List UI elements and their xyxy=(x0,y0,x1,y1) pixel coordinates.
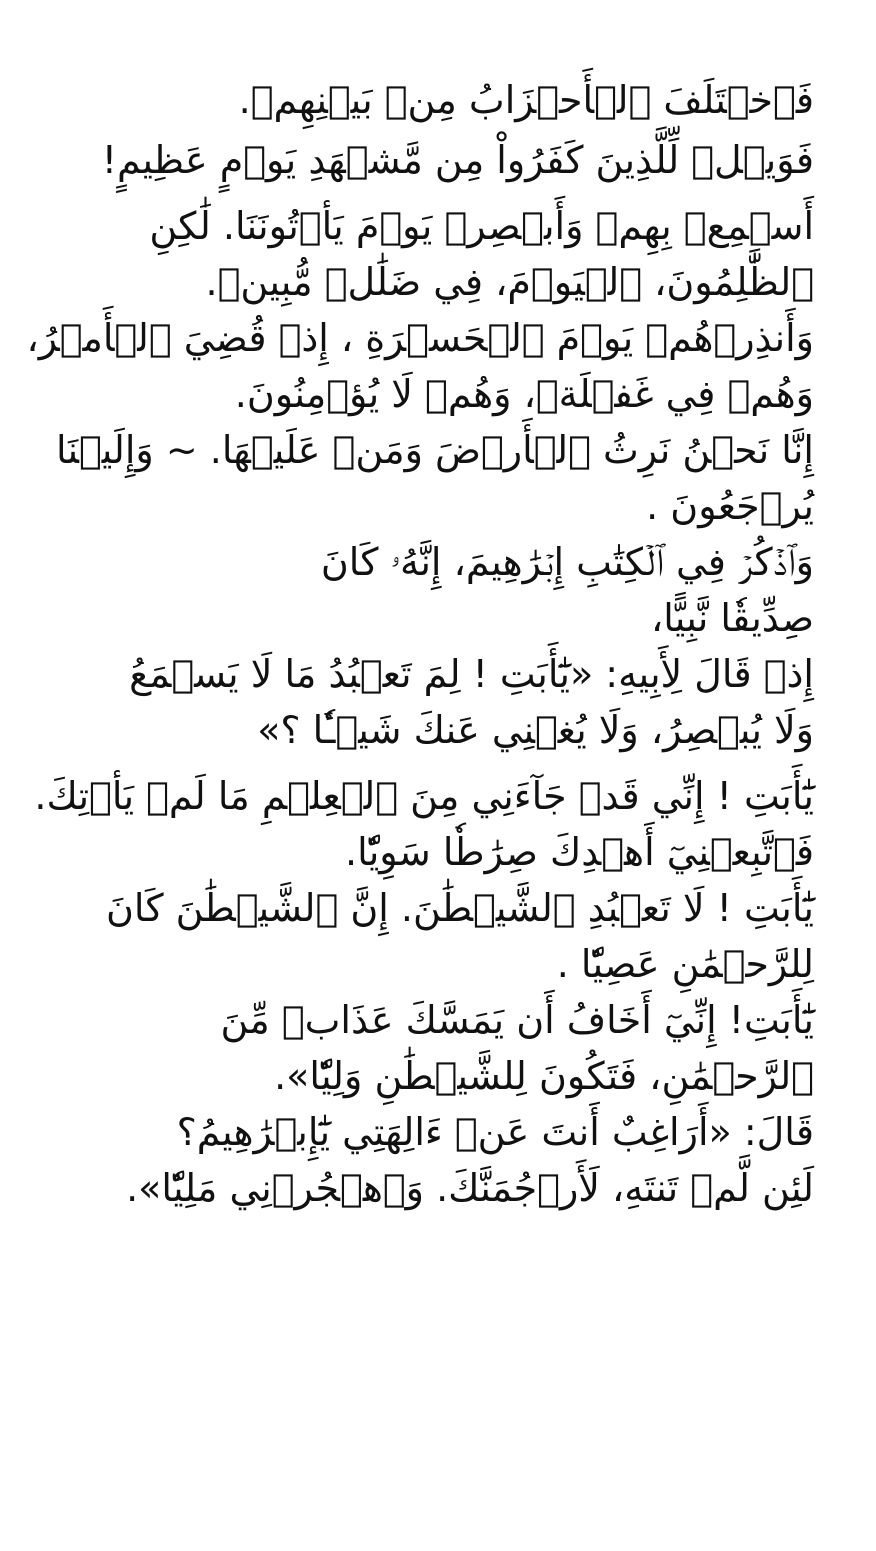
text-line-19: قَالَ: «أَرَاغِبٌ أَنتَ عَنۡ ءَالِهَتِي يَٰٓإِبۡرَٰهِيمُ؟ xyxy=(176,1110,814,1154)
text-line-7: إِنَّا نَحۡنُ نَرِثُ ٱلۡأَرۡضَ وَمَنۡ عَلَيۡهَا. ~ وَإِلَيۡنَا xyxy=(55,428,814,472)
text-line-3: أَسۡمِعۡ بِهِمۡ وَأَبۡصِرۡ يَوۡمَ يَأۡتُونَنَا. لَٰكِنِ xyxy=(149,204,814,248)
text-line-8: يُرۡجَعُونَ . xyxy=(646,484,814,528)
text-line-1: فَٱخۡتَلَفَ ٱلۡأَحۡزَابُ مِنۢ بَيۡنِهِمۡ. xyxy=(238,78,814,122)
text-line-20: لَئِن لَّمۡ تَنتَهِ، لَأَرۡجُمَنَّكَ. وَٱهۡجُرۡنِي مَلِيّٗا». xyxy=(126,1166,814,1210)
text-line-12: وَلَا يُبۡصِرُ، وَلَا يُغۡنِي عَنكَ شَيۡـٔٗا ؟» xyxy=(257,708,814,752)
arabic-text-block xyxy=(26,72,814,1216)
text-line-11: إِذۡ قَالَ لِأَبِيهِ: «يَٰٓأَبَتِ ! لِمَ تَعۡبُدُ مَا لَا يَسۡمَعُ xyxy=(129,652,814,696)
text-line-4: ٱلظَّٰلِمُونَ، ٱلۡيَوۡمَ، فِي ضَلَٰلٖ مُّبِينٖ. xyxy=(205,260,814,304)
text-line-16: لِلرَّحۡمَٰنِ عَصِيّٗا . xyxy=(556,942,814,986)
text-line-17: يَٰٓأَبَتِ! إِنِّيٓ أَخَافُ أَن يَمَسَّكَ عَذَابٞ مِّنَ xyxy=(220,998,814,1042)
text-line-14: فَٱتَّبِعۡنِيٓ أَهۡدِكَ صِرَٰطٗا سَوِيّٗا. xyxy=(345,830,814,874)
text-line-5: وَأَنذِرۡهُمۡ يَوۡمَ ٱلۡحَسۡرَةِ ، إِذۡ قُضِيَ ٱلۡأَمۡرُ، xyxy=(26,316,814,360)
text-line-13: يَٰٓأَبَتِ ! إِنِّي قَدۡ جَآءَنِي مِنَ ٱلۡعِلۡمِ مَا لَمۡ يَأۡتِكَ. xyxy=(34,774,814,818)
text-line-10: صِدِّيقٗا نَّبِيًّا، xyxy=(650,596,814,640)
text-line-15: يَٰٓأَبَتِ ! لَا تَعۡبُدِ ٱلشَّيۡطَٰنَ. إِنَّ ٱلشَّيۡطَٰنَ كَانَ xyxy=(105,886,814,930)
text-line-18: ٱلرَّحۡمَٰنِ، فَتَكُونَ لِلشَّيۡطَٰنِ وَلِيّٗا». xyxy=(274,1054,814,1098)
text-line-6: وَهُمۡ فِي غَفۡلَةٖ، وَهُمۡ لَا يُؤۡمِنُونَ. xyxy=(234,372,814,416)
text-line-2: فَوَيۡلٞ لِّلَّذِينَ كَفَرُواْ مِن مَّشۡهَدِ يَوۡمٍ عَظِيمٍ! xyxy=(101,138,814,182)
text-line-9: وَٱذۡكُرۡ فِي ٱلۡكِتَٰبِ إِبۡرَٰهِيمَ، إِنَّهُۥ كَانَ xyxy=(320,540,814,584)
